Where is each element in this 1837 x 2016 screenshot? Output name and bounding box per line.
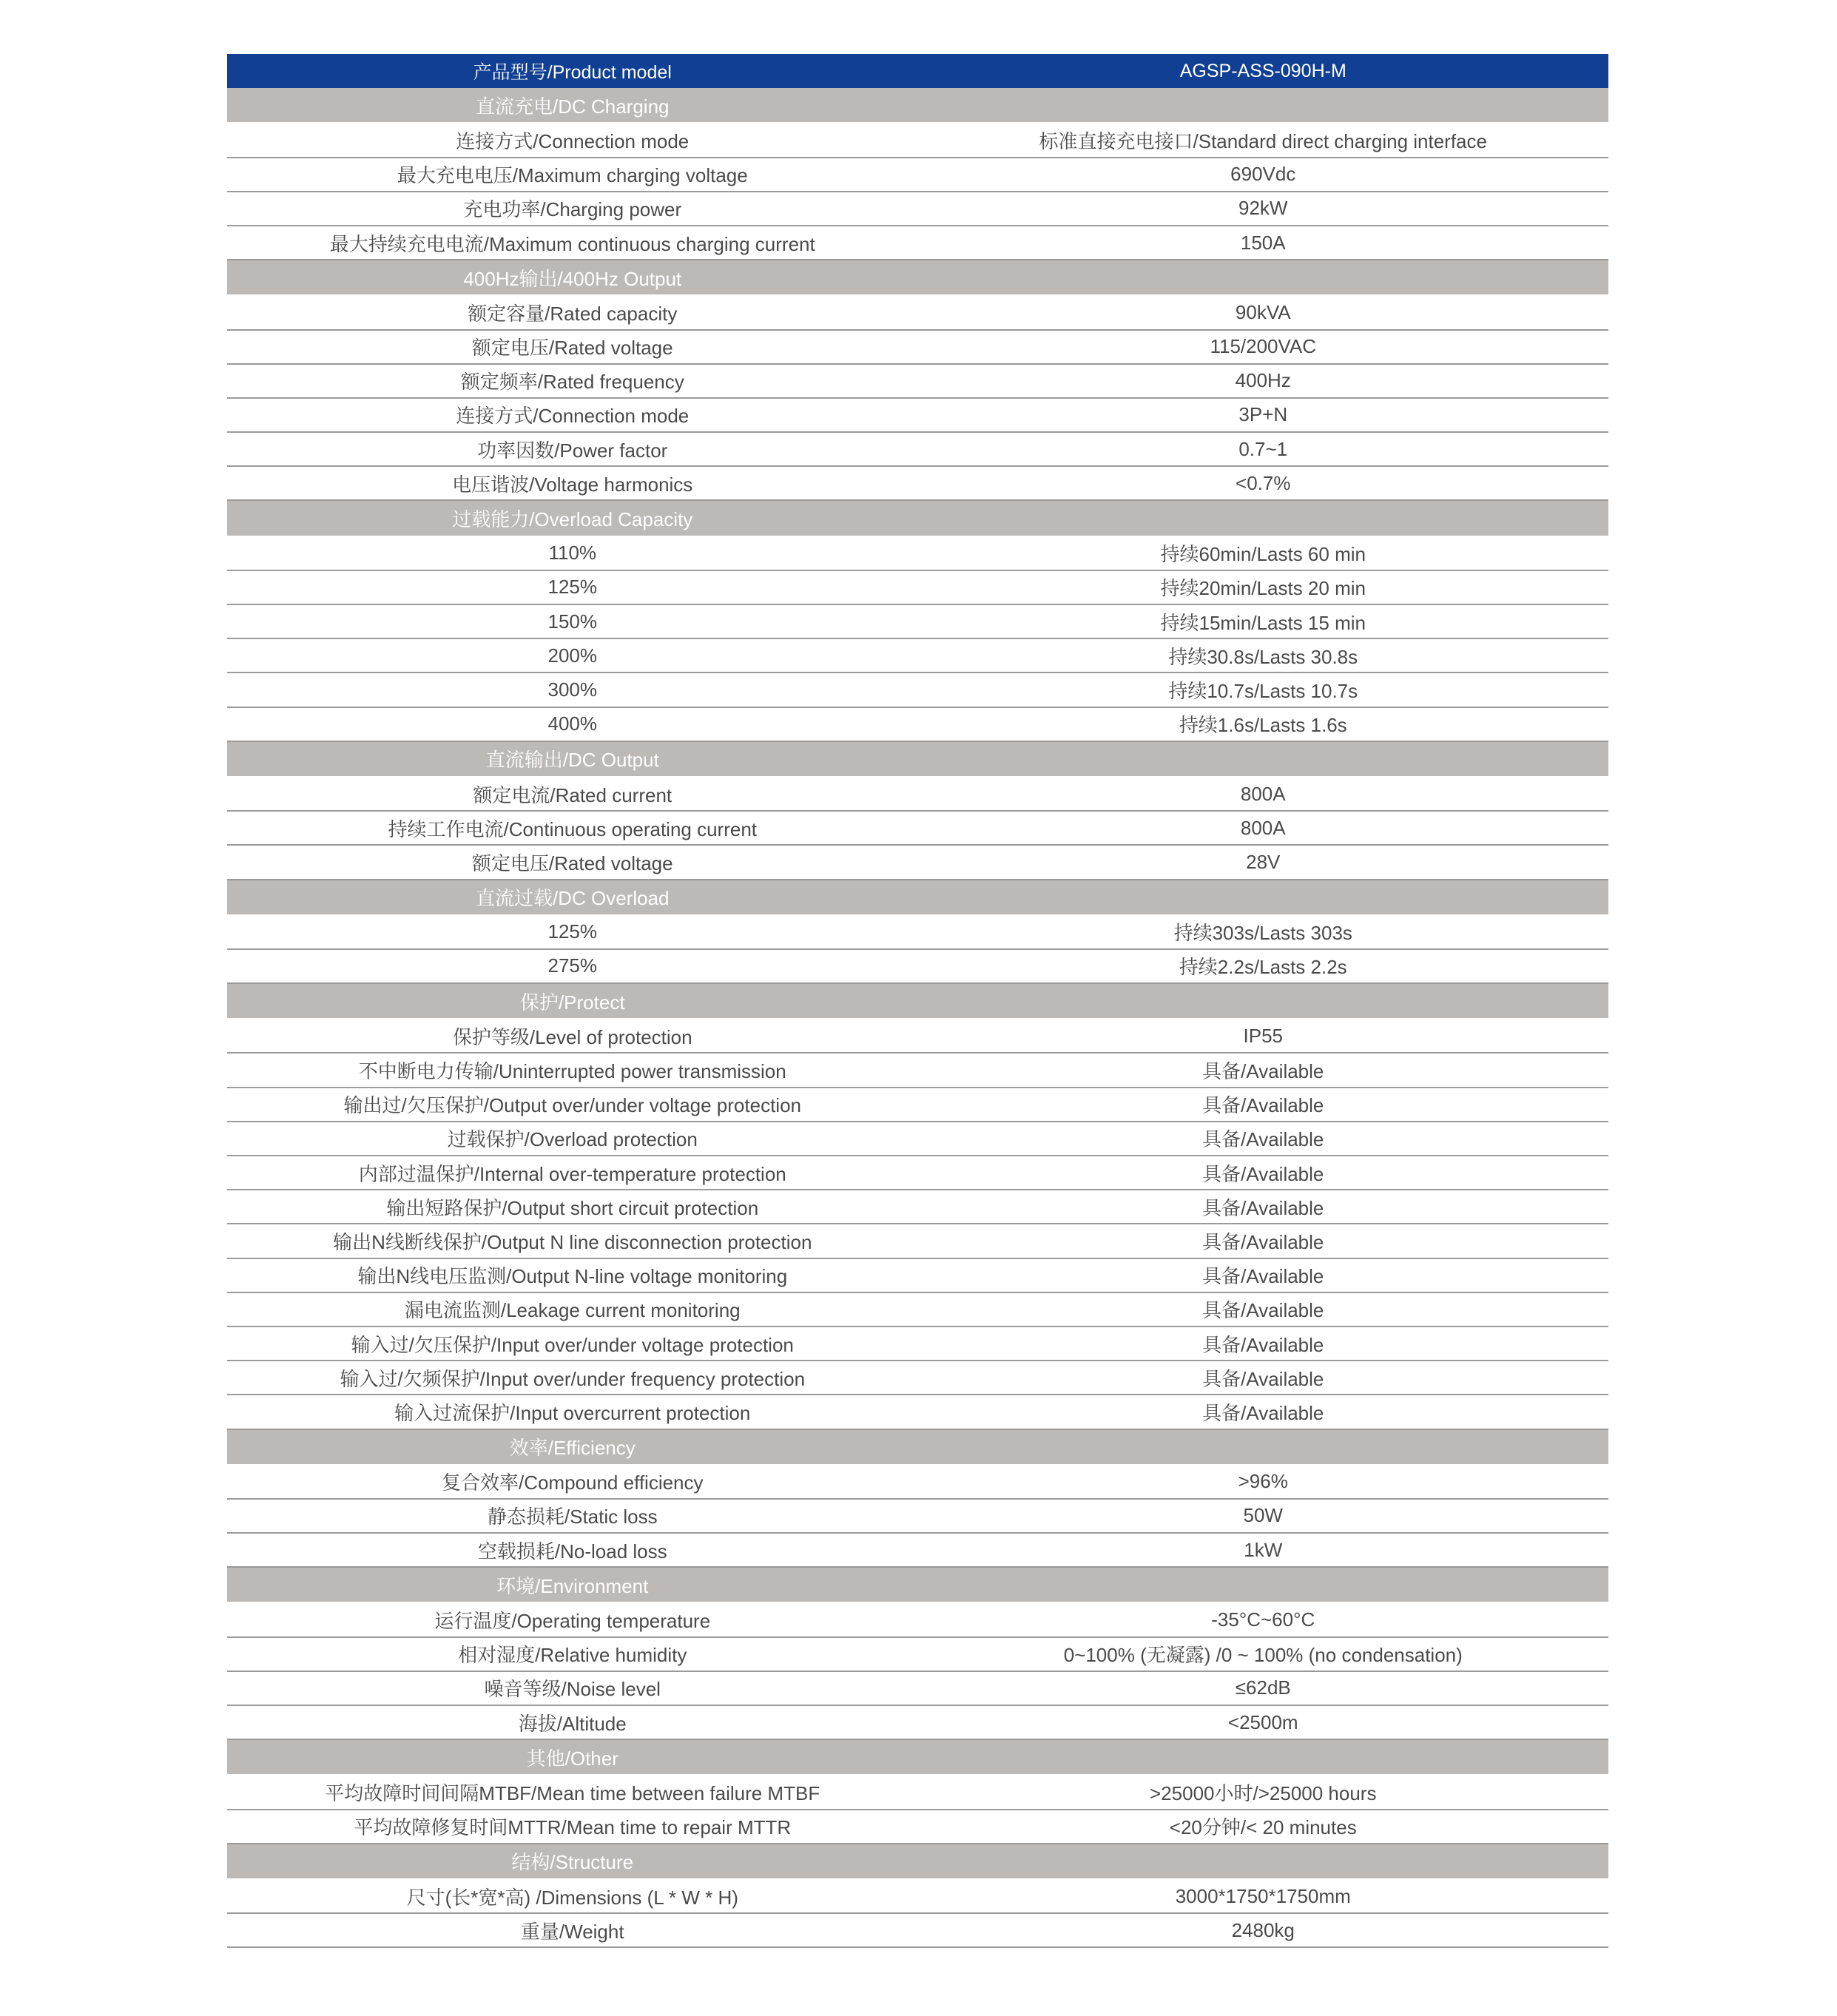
spec-label: 125% [547,576,597,599]
section-header [227,88,1608,122]
spec-value: 具备/Available [1202,1128,1324,1151]
spec-label: 额定电压/Rated voltage [471,852,673,874]
spec-label: 额定电压/Rated voltage [471,337,673,360]
table-row [227,812,1608,846]
table-row [227,1638,1608,1672]
section-header [227,742,1608,776]
spec-label: 额定电流/Rated current [473,783,673,806]
spec-label: 400% [547,712,597,735]
spec-value: 具备/Available [1202,1401,1324,1424]
table-row [227,1914,1608,1948]
spec-label: 额定容量/Rated capacity [468,302,678,325]
spec-label: 内部过温保护/Internal over-temperature protection [358,1162,786,1185]
spec-label: 保护等级/Level of protection [452,1025,692,1048]
spec-value: 持续20min/Lasts 20 min [1160,577,1366,600]
table-row [227,846,1608,880]
table-row [227,1019,1608,1053]
spec-value: 800A [1240,816,1286,839]
spec-label: 300% [547,678,597,701]
section-title: 直流过载/DC Overload [476,887,670,910]
spec-label: 平均故障修复时间MTTR/Mean time to repair MTTR [354,1816,792,1839]
table-row [227,571,1608,605]
spec-value: 具备/Available [1202,1367,1324,1390]
spec-value: 3P+N [1238,403,1288,426]
spec-label: 电压谐波/Voltage harmonics [452,473,693,496]
section-header [227,880,1608,914]
spec-label: 重量/Weight [520,1920,624,1943]
table-row [227,296,1608,330]
table-row [227,1190,1608,1224]
spec-value: 具备/Available [1202,1299,1324,1322]
table-row [227,708,1608,742]
table-row [227,1293,1608,1327]
spec-sections [227,88,1608,1948]
table-row [227,399,1608,433]
section-header [227,1844,1608,1878]
spec-value: >25000小时/>25000 hours [1150,1781,1377,1804]
spec-label: 漏电流监测/Leakage current monitoring [404,1299,741,1322]
section-header [227,1430,1608,1464]
spec-label: 相对湿度/Relative humidity [458,1644,687,1667]
section-title: 400Hz输出/400Hz Output [463,267,682,290]
table-row [227,1259,1608,1293]
spec-label: 过载保护/Overload protection [447,1128,698,1151]
spec-label: 连接方式/Connection mode [456,129,690,152]
spec-value: >96% [1238,1470,1288,1493]
spec-value: 1kW [1244,1538,1283,1561]
spec-value: 0~100% (无凝露) /0 ~ 100% (no condensation) [1063,1644,1463,1667]
spec-value: 具备/Available [1202,1094,1324,1117]
spec-label: 连接方式/Connection mode [456,405,690,428]
spec-label: 最大充电电压/Maximum charging voltage [397,164,748,187]
table-row [227,1603,1608,1637]
spec-value: 持续1.6s/Lasts 1.6s [1179,714,1347,737]
table-row [227,226,1608,260]
spec-label: 运行温度/Operating temperature [434,1610,711,1633]
spec-value: 150A [1240,231,1286,254]
spec-label: 不中断电力传输/Uninterrupted power transmission [358,1060,786,1083]
spec-table [227,54,1608,1948]
table-row [227,124,1608,158]
section-header [227,260,1608,294]
spec-value: 持续30.8s/Lasts 30.8s [1168,645,1358,668]
table-row [227,1224,1608,1258]
section-header [227,984,1608,1018]
table-row [227,1122,1608,1156]
table-row [227,1395,1608,1429]
table-row [227,605,1608,639]
spec-label: 输入过流保护/Input overcurrent protection [394,1401,751,1424]
spec-value: 具备/Available [1202,1333,1324,1356]
spec-label: 空载损耗/No-load loss [477,1540,667,1562]
spec-label: 150% [547,610,597,633]
table-row [227,1672,1608,1706]
spec-value: <2500m [1227,1710,1298,1733]
spec-label: 110% [548,542,597,564]
table-row [227,950,1608,984]
table-row [227,778,1608,812]
spec-label: 静态损耗/Static loss [487,1506,658,1528]
table-row [227,1776,1608,1810]
spec-value: 持续10.7s/Lasts 10.7s [1168,679,1358,702]
table-header-row [227,54,1608,88]
table-row [227,331,1608,365]
spec-value: 28V [1246,850,1281,873]
table-row [227,1500,1608,1534]
spec-value: <20分钟/< 20 minutes [1169,1816,1357,1839]
spec-value: 具备/Available [1202,1265,1324,1288]
spec-value: 0.7~1 [1238,437,1288,460]
section-title: 环境/Environment [496,1574,649,1597]
table-row [227,673,1608,707]
table-row [227,1053,1608,1088]
spec-value: 标准直接充电接口/Standard direct charging interface [1039,129,1487,152]
section-title: 结构/Structure [511,1851,634,1874]
spec-value: -35°C~60°C [1211,1608,1315,1631]
spec-value: 50W [1243,1504,1283,1527]
spec-label: 复合效率/Compound efficiency [441,1471,704,1494]
spec-label: 额定频率/Rated frequency [460,371,684,394]
spec-label: 输入过/欠频保护/Input over/under frequency protection [340,1367,806,1390]
section-header [227,1740,1608,1774]
spec-label: 输入过/欠压保护/Input over/under voltage protection [351,1333,794,1356]
header-label: 产品型号/Product model [473,62,672,84]
spec-value: 具备/Available [1202,1196,1324,1219]
table-row [227,192,1608,226]
section-title: 其他/Other [526,1747,618,1770]
spec-value: 持续2.2s/Lasts 2.2s [1179,956,1347,979]
section-title: 保护/Protect [519,991,625,1014]
table-row [227,467,1608,501]
table-row [227,639,1608,673]
spec-value: 3000*1750*1750mm [1175,1884,1351,1907]
spec-value: 115/200VAC [1210,335,1317,358]
spec-value: ≤62dB [1235,1676,1291,1699]
table-row [227,158,1608,192]
spec-label: 输出过/欠压保护/Output over/under voltage protection [343,1094,801,1117]
spec-label: 海拔/Altitude [518,1712,627,1735]
spec-value: 持续60min/Lasts 60 min [1160,543,1366,566]
spec-value: 持续15min/Lasts 15 min [1160,611,1366,634]
spec-value: 800A [1240,782,1286,805]
table-row [227,537,1608,571]
section-title: 过载能力/Overload Capacity [452,508,693,531]
spec-label: 尺寸(长*宽*高) /Dimensions (L * W * H) [406,1886,738,1909]
spec-label: 275% [547,954,597,977]
section-title: 效率/Efficiency [509,1437,636,1460]
table-row [227,1706,1608,1740]
spec-value: <0.7% [1236,471,1291,494]
spec-label: 噪音等级/Noise level [484,1678,661,1701]
header-model-value: AGSP-ASS-090H-M [1179,60,1346,81]
spec-value: 2480kg [1231,1918,1295,1941]
table-row [227,1361,1608,1395]
table-row [227,916,1608,950]
spec-label: 200% [547,644,597,667]
table-row [227,1156,1608,1190]
table-row [227,365,1608,399]
table-row [227,1810,1608,1844]
spec-value: 90kVA [1235,300,1291,323]
section-title: 直流输出/DC Output [485,749,659,772]
section-header [227,1568,1608,1602]
table-row [227,1880,1608,1914]
spec-value: 690Vdc [1230,163,1296,186]
table-row [227,1088,1608,1122]
spec-label: 输出N线断线保护/Output N line disconnection protection [333,1230,812,1253]
spec-value: 具备/Available [1202,1230,1324,1253]
table-row [227,1327,1608,1361]
spec-value: 92kW [1238,197,1288,220]
spec-label: 充电功率/Charging power [463,198,682,221]
section-header [227,501,1608,535]
spec-value: IP55 [1243,1024,1283,1047]
table-row [227,1466,1608,1500]
spec-label: 平均故障时间间隔MTBF/Mean time between failure MTBF [325,1781,820,1804]
spec-label: 最大持续充电电流/Maximum continuous charging current [329,232,815,255]
section-title: 直流充电/DC Charging [475,95,670,118]
spec-label: 输出短路保护/Output short circuit protection [386,1196,759,1219]
table-row [227,433,1608,467]
spec-value: 具备/Available [1202,1060,1324,1083]
spec-label: 持续工作电流/Continuous operating current [388,817,758,840]
spec-label: 输出N线电压监测/Output N-line voltage monitoring [357,1265,788,1288]
table-row [227,1534,1608,1568]
spec-label: 功率因数/Power factor [477,439,668,462]
spec-label: 125% [547,920,597,943]
spec-value: 具备/Available [1202,1162,1324,1185]
spec-value: 持续303s/Lasts 303s [1173,922,1352,945]
spec-value: 400Hz [1235,369,1291,392]
